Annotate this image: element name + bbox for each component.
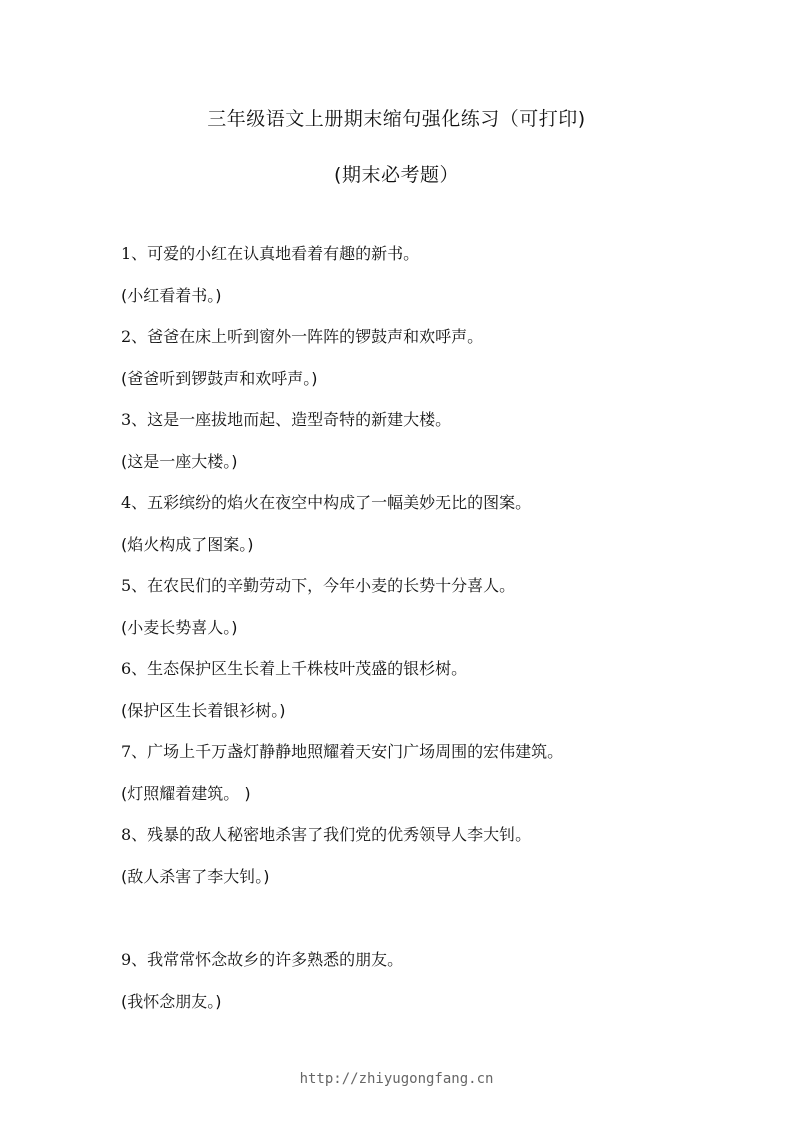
question-4: 4、五彩缤纷的焰火在夜空中构成了一幅美妙无比的图案。 (121, 493, 532, 512)
answer-8: (敌人杀害了李大钊。) (121, 866, 270, 886)
question-1: 1、可爱的小红在认真地看着有趣的新书。 (121, 244, 420, 263)
question-9: 9、我常常怀念故乡的许多熟悉的朋友。 (121, 950, 404, 969)
question-7: 7、广场上千万盏灯静静地照耀着天安门广场周围的宏伟建筑。 (121, 742, 564, 761)
page-subtitle: (期末必考题） (334, 164, 459, 186)
question-8: 8、残暴的敌人秘密地杀害了我们党的优秀领导人李大钊。 (121, 825, 532, 844)
answer-1: (小红看着书。) (121, 285, 222, 305)
answer-6: (保护区生长着银衫树。) (121, 700, 286, 720)
question-3: 3、这是一座拔地而起、造型奇特的新建大楼。 (121, 410, 452, 429)
answer-2: (爸爸听到锣鼓声和欢呼声。) (121, 368, 318, 388)
answer-7: (灯照耀着建筑。 ) (121, 783, 251, 803)
answer-9: (我怀念朋友。) (121, 991, 222, 1011)
question-5: 5、在农民们的辛勤劳动下，今年小麦的长势十分喜人。 (121, 576, 516, 595)
blank-gap (121, 908, 741, 950)
page-title: 三年级语文上册期末缩句强化练习（可打印) (207, 108, 586, 130)
footer-url: http://zhiyugongfang.cn (299, 1071, 494, 1087)
question-2: 2、爸爸在床上听到窗外一阵阵的锣鼓声和欢呼声。 (121, 327, 484, 346)
answer-4: (焰火构成了图案。) (121, 534, 254, 554)
exercise-list (121, 244, 741, 1033)
answer-5: (小麦长势喜人。) (121, 617, 238, 637)
question-6: 6、生态保护区生长着上千株枝叶茂盛的银杉树。 (121, 659, 468, 678)
answer-3: (这是一座大楼。) (121, 451, 238, 471)
